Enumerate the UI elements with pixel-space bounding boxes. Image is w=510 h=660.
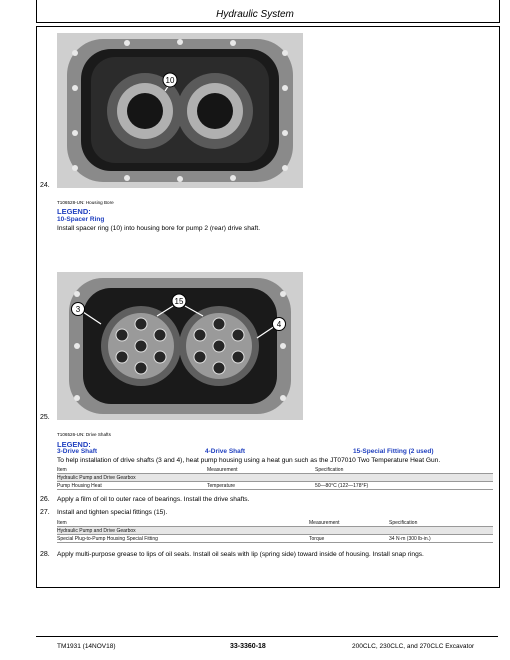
step-26-text: Apply a film of oil to outer race of bearings. Install the drive shafts. [57,496,250,503]
housing-bore-photo [57,33,303,188]
step-24-text: Install spacer ring (10) into housing bore for pump 2 (rear) drive shaft. [57,225,261,232]
callout-3: 3 [75,305,81,314]
figure-id-drive-shafts: T106526-UN: Drive Shafts [57,432,111,437]
legend-item-drive-shaft-3: 3-Drive Shaft [57,448,98,455]
footer-page-number: 33-3360-18 [230,643,266,650]
figure-id-housing-bore: T106528-UN: Housing Bore [57,200,114,205]
table-header [57,466,493,474]
step-26-number: 26. [40,496,50,503]
col-header-specification: Specification [315,466,344,473]
step-24-number: 24. [40,182,50,189]
footer-model: 200CLC, 230CLC, and 270CLC Excavator [352,643,475,650]
legend-title-2: LEGEND: [57,440,91,449]
step-28-number: 28. [40,551,50,558]
spec-table-heat [57,466,493,490]
legend-item-drive-shaft-4: 4-Drive Shaft [205,448,246,455]
spec-table-torque [57,519,493,543]
step-25-number: 25. [40,414,50,421]
table-group-row: Hydraulic Pump and Drive Gearbox [57,474,493,482]
step-28-text: Apply multi-purpose grease to lips of oil seals. Install oil seals with lip (spring side) toward inside of housing. Install snap rings. [57,551,424,558]
col-header-measurement: Measurement [207,466,238,473]
table-row: Pump Housing Heat Temperature 50—80°C (122—178°F) [57,482,493,490]
page-title: Hydraulic System [216,9,294,20]
callout-15: 15 [174,297,184,306]
footer-divider [36,636,498,637]
step-27-text: Install and tighten special fittings (15). [57,509,168,516]
table-row: Special Plug-to-Pump Housing Special Fitting Torque 34 N·m (300 lb-in.) [57,535,493,543]
legend-item-special-fitting: 15-Special Fitting (2 used) [353,448,434,455]
table-header: Item Measurement Specification [57,519,493,527]
callout-4: 4 [276,320,282,329]
callout-10: 10 [165,76,175,85]
step-25-text: To help installation of drive shafts (3 and 4), heat pump housing using a heat gun such as the JT07010 Two Temperature Heat Gun. [57,457,441,464]
table-group-row: Hydraulic Pump and Drive Gearbox [57,527,493,535]
col-header-item: Item [57,466,67,473]
legend-item-spacer-ring: 10-Spacer Ring [57,216,105,223]
drive-shafts-photo [57,272,303,420]
legend-title: LEGEND: [57,207,91,216]
footer-manual-id: TM1931 (14NOV18) [57,643,116,650]
step-27-number: 27. [40,509,50,516]
